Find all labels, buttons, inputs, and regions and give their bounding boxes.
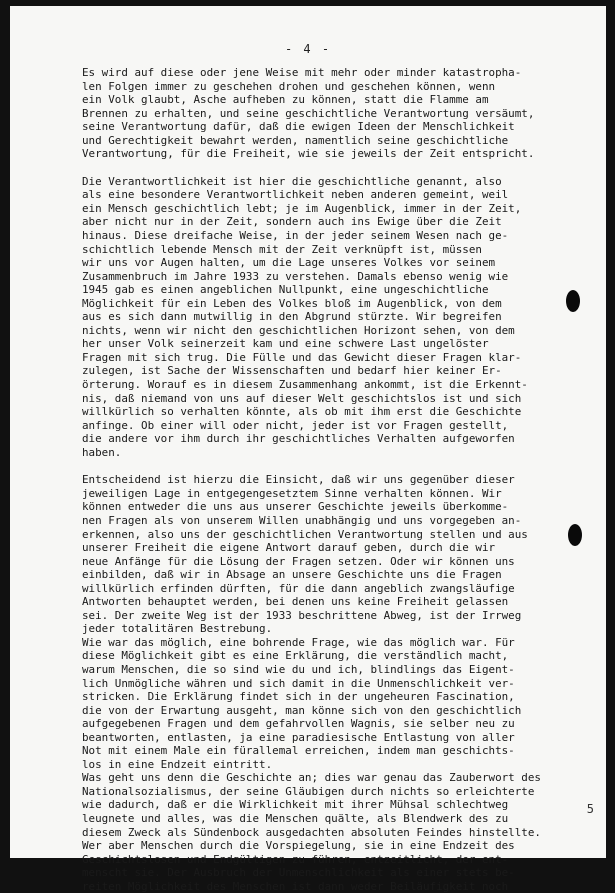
text-line: sei. Der zweite Weg ist der 1933 beschrittene Abweg, ist der Irrweg [82,608,522,622]
text-line: neue Anfänge für die Lösung der Fragen setzen. Oder wir können uns [82,554,515,568]
text-line: aus es sich dann mutwillig in den Abgrund stürzte. Wir begreifen [82,310,502,324]
text-line: einbilden, daß wir in Absage an unsere Geschichte uns die Fragen [82,568,502,582]
text-line: Es wird auf diese oder jene Weise mit mehr oder minder katastropha- [82,66,522,79]
paragraph-gap [82,459,612,473]
text-line: aber nicht nur in der Zeit, sondern auch ins Ewige über die Zeit [82,215,502,229]
text-line: willkürlich erfinden dürften, für die dann angeblich zwangsläufige [82,581,515,595]
text-line: die von der Erwartung ausgeht, man könne sich von den geschichtlich [82,703,522,717]
text-line: Brennen zu erhalten, und seine geschichtliche Verantwortung versäumt, [82,106,535,120]
text-line: Die Verantwortlichkeit ist hier die geschichtliche genannt, also [82,174,502,188]
text-line: Not mit einem Male ein fürallemal erreichen, indem man geschichts- [82,744,515,758]
text-line: Nationalsozialismus, der seine Gläubigen durch nichts so erleichterte [82,784,535,798]
text-line: beantworten, entlasten, ja eine paradiesische Entlastung von aller [82,730,515,744]
text-line: 1945 gab es einen angeblichen Nullpunkt, eine ungeschichtliche [82,283,489,297]
text-line: Was geht uns denn die Geschichte an; dies war genau das Zauberwort des [82,771,541,785]
text-line: als eine besondere Verantwortlichkeit neben anderen gemeint, weil [82,188,509,202]
text-line: hinaus. Diese dreifache Weise, in der jeder seinem Wesen nach ge- [82,229,509,243]
page-number: - 4 - [284,42,332,56]
text-line: reiten Möglichkeit des Menschen ist dann weder Beiläufigkeit noch [82,879,509,893]
text-line: ein Mensch geschichtlich lebt; je im Augenblick, immer in der Zeit, [82,201,522,215]
document-page [10,6,606,893]
paragraph-2 [82,175,612,459]
text-line: stricken. Die Erklärung findet sich in der ungeheuren Fascination, [82,690,515,704]
text-line: her unser Volk seinerzeit kam und eine schwere Last ungelöster [82,337,489,351]
text-line: lich Unmögliche währen und sich damit in die Unmenschlichkeit ver- [82,676,515,690]
text-line: warum Menschen, die so sind wie du und ich, blindlings das Eigent- [82,662,515,676]
text-line: und Gerechtigkeit bewahrt werden, namentlich seine geschichtliche [82,133,509,147]
punch-hole-top [566,290,580,312]
text-line: leugnete und alles, was die Menschen quälte, als Blendwerk des zu [82,811,509,825]
text-line: örterung. Worauf es in diesem Zusammenhang ankommt, ist die Erkennt- [82,378,528,392]
text-line: Verantwortung, für die Freiheit, wie sie jeweils der Zeit entspricht. [82,147,535,161]
text-line: len Folgen immer zu geschehen drohen und geschehen können, wenn [82,79,496,93]
text-line: können entweder die uns aus unserer Geschichte jeweils überkomme- [82,500,509,514]
text-line: los in eine Endzeit eintritt. [82,757,273,771]
text-line: aufgegebenen Fragen und dem gefahrvollen Wagnis, sie selber neu zu [82,717,515,731]
text-line: Fragen mit sich trug. Die Fülle und das Gewicht dieser Fragen klar- [82,350,522,364]
footer-page-mark: 5 [586,802,594,816]
text-line: erkennen, also uns der geschichtlichen Verantwortung stellen und aus [82,527,528,541]
text-line: Antworten behauptet werden, bei denen uns keine Freiheit gelassen [82,595,509,609]
text-line: wir uns vor Augen halten, um die Lage unseres Volkes vor seinem [82,256,496,270]
text-line: schichtlich lebende Mensch mit der Zeit verknüpft ist, müssen [82,242,482,256]
text-line: ein Volk glaubt, Asche aufheben zu können, statt die Flamme am [82,93,489,107]
text-line: diese Möglichkeit gibt es eine Erklärung, die verständlich macht, [82,649,509,663]
text-line: Geschichtslosen und Endgültigen zu führen, entzeitlicht, der ent- [82,852,509,866]
text-line: Wie war das möglich, eine bohrende Frage, wie das möglich war. Für [82,635,515,649]
punch-hole-bottom [568,524,582,546]
text-line: wie dadurch, daß er die Wirklichkeit mit ihrer Mühsal schlechtweg [82,798,509,812]
text-line: Entscheidend ist hierzu die Einsicht, daß wir uns gegenüber dieser [82,473,515,487]
text-line: Zusammenbruch im Jahre 1933 zu verstehen. Damals ebenso wenig wie [82,269,509,283]
text-line: nis, daß niemand von uns auf dieser Welt geschichtslos ist und sich [82,391,522,405]
text-line: nen Fragen als von unserem Willen unabhängig und uns vorgegeben an- [82,513,522,527]
text-line: jeder totalitären Bestrebung. [82,622,273,636]
text-line: nichts, wenn wir nicht den geschichtlichen Horizont sehen, von dem [82,323,515,337]
text-line: willkürlich so verhalten könnte, als ob mit ihm erst die Geschichte [82,405,522,419]
body-text [82,66,612,893]
text-line: zulegen, ist Sache der Wissenschaften und bedarf hier keiner Er- [82,364,502,378]
text-line: Wer aber Menschen durch die Vorspiegelung, sie in eine Endzeit des [82,839,515,853]
text-line: die andere vor ihm durch ihr geschichtliches Verhalten aufgeworfen [82,432,515,446]
text-line: anfinge. Ob einer will oder nicht, jeder ist vor Fragen gestellt, [82,418,509,432]
paragraph-gap [82,161,612,175]
text-line: haben. [82,445,122,459]
text-line: jeweiligen Lage in entgegengesetztem Sinne verhalten können. Wir [82,486,502,500]
text-line: menscht sie. Der Ausbruch der Unmenschlichkeit als einer stets be- [82,866,515,880]
paragraph-1 [82,66,612,161]
text-line: seine Verantwortung dafür, daß die ewigen Ideen der Menschlichkeit [82,120,515,134]
text-line: diesem Zweck als Sündenbock ausgedachten absoluten Feindes hinstellte. [82,825,541,839]
text-line: Möglichkeit für ein Leben des Volkes bloß im Augenblick, von dem [82,296,502,310]
text-line: unserer Freiheit die eigene Antwort darauf geben, durch die wir [82,541,496,555]
paragraph-3 [82,473,612,893]
